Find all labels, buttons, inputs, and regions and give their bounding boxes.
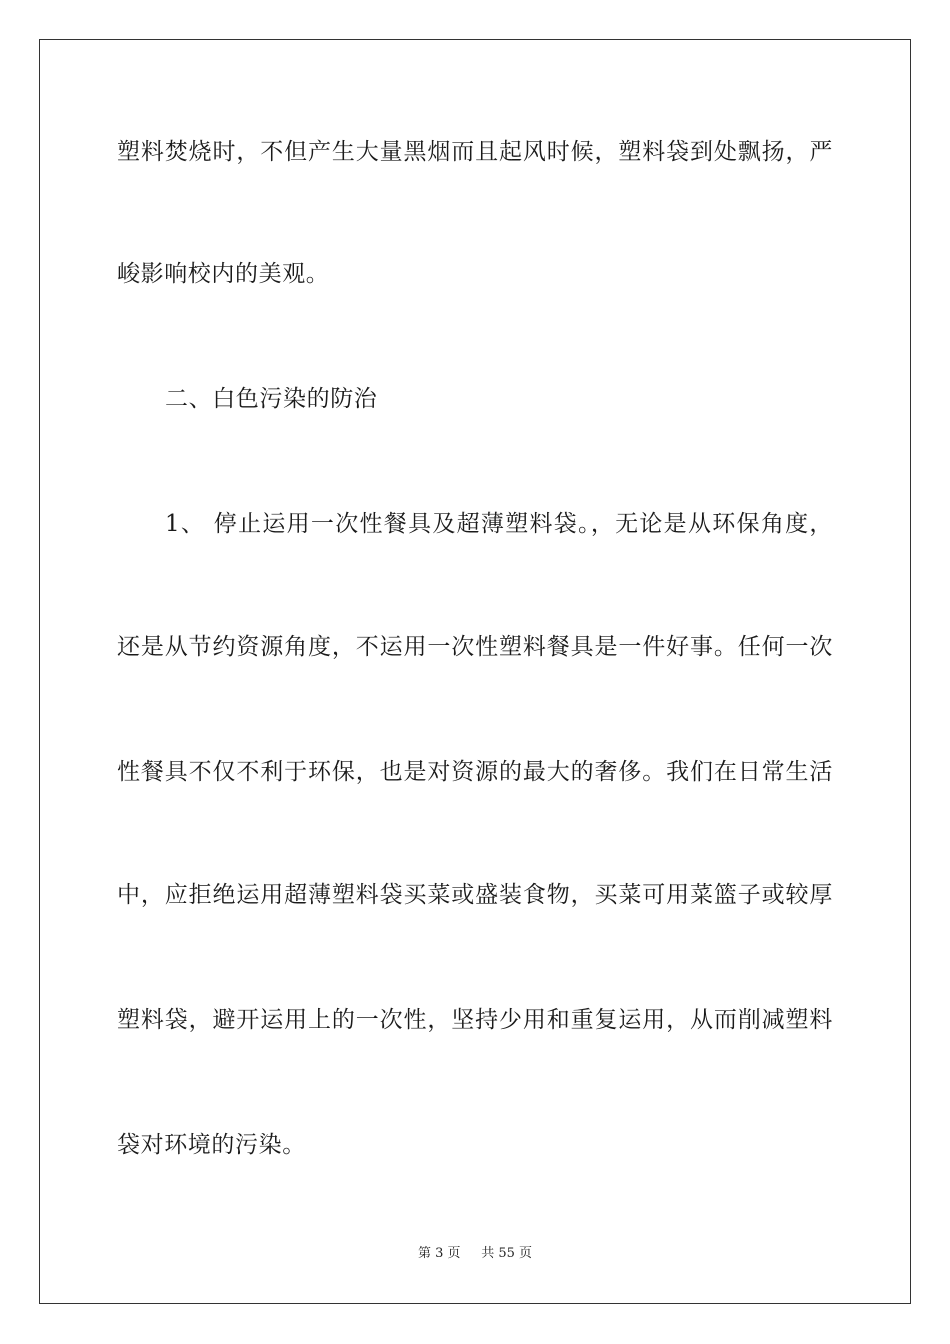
paragraph-line-7: 塑料袋，避开运用上的一次性，坚持少用和重复运用，从而削减塑料 (117, 1007, 833, 1033)
page-number: 第 3 页 (417, 1246, 461, 1261)
total-pages: 共 55 页 (481, 1246, 533, 1261)
page-footer (0, 1245, 950, 1263)
paragraph-line-2: 峻影响校内的美观。 (117, 261, 330, 287)
section-heading: 二、白色污染的防治 (165, 386, 378, 412)
page-border (39, 39, 911, 1304)
paragraph-line-5: 性餐具不仅不利于环保，也是对资源的最大的奢侈。我们在日常生活 (117, 759, 833, 785)
paragraph-line-3: 1、 停止运用一次性餐具及超薄塑料袋。，无论是从环保角度， (165, 511, 833, 537)
paragraph-line-8: 袋对环境的污染。 (117, 1132, 306, 1158)
paragraph-line-1: 塑料焚烧时，不但产生大量黑烟而且起风时候，塑料袋到处飘扬，严 (117, 139, 833, 165)
paragraph-line-4: 还是从节约资源角度，不运用一次性塑料餐具是一件好事。任何一次 (117, 634, 833, 660)
paragraph-line-6: 中，应拒绝运用超薄塑料袋买菜或盛装食物，买菜可用菜篮子或较厚 (117, 882, 833, 908)
